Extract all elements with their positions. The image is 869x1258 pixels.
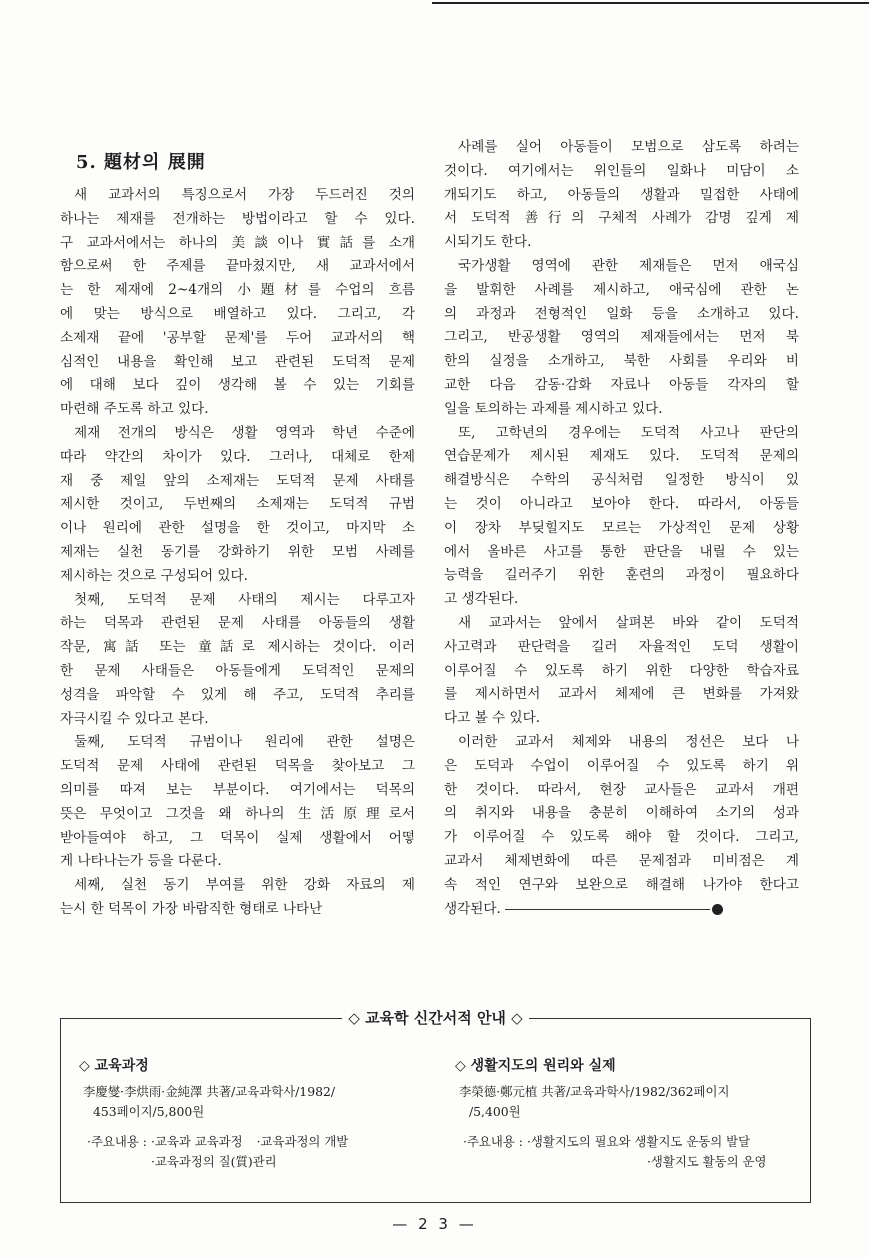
text-line: 하는 덕목과 관련된 문제 사태를 아동들의 생활 (60, 615, 415, 632)
text-line: 는 한 제재에 2~4개의 小題材를 수업의 흐름 (60, 282, 415, 299)
text-line: 둘째, 도덕적 규범이나 원리에 관한 설명은 (74, 734, 415, 751)
text-line: 에서 올바른 사고를 통한 판단을 내릴 수 있는 (444, 543, 799, 560)
contents-label: ·주요내용 : (87, 1134, 147, 1149)
text-line: 제재는 실천 동기를 강화하기 위한 모범 사례를 (60, 543, 415, 560)
text-line: 능력을 길러주기 위한 훈련의 과정이 필요하다 (444, 567, 799, 584)
paragraph (60, 731, 415, 874)
paragraph (60, 184, 415, 422)
box-title (61, 1007, 810, 1028)
text-line: 자극시킬 수 있다고 본다. (60, 710, 209, 727)
text-line: 가 이루어질 수 있도록 해야 할 것이다. 그리고, (444, 829, 799, 846)
text-line: 사고력과 판단력을 길러 자율적인 도덕 생활이 (444, 638, 799, 655)
text-line: 따라 약간의 차이가 있다. 그러나, 대체로 한제 (60, 448, 415, 465)
text-line: 함으로써 한 주제를 끝마쳤지만, 새 교과서에서 (60, 258, 415, 275)
right-column (444, 136, 799, 921)
text-line: 생각된다. (444, 900, 501, 917)
contents-item: ·생활지도의 필요와 생활지도 운동의 발달 (526, 1134, 751, 1149)
text-line: 게 나타나는가 등을 다룬다. (60, 853, 222, 870)
book-publication-info: 李慶燮·李烘雨·金純澤 共著/교육과학사/1982/ (83, 1084, 336, 1099)
book-title: ◇ 교육과정 (79, 1058, 149, 1074)
text-line: 이러한 교과서 체제와 내용의 정선은 보다 나 (458, 733, 799, 750)
text-line: 구 교과서에서는 하나의 美談이나 實話를 소개 (60, 234, 415, 251)
text-line: 소제재 끝에 '공부할 문제'를 두어 교과서의 핵 (60, 329, 415, 346)
text-line: 재 중 제일 앞의 소제재는 도덕적 문제 사태를 (60, 472, 415, 489)
text-line: 에 대해 보다 깊이 생각해 볼 수 있는 기회를 (60, 377, 415, 394)
book-publication-info: 李榮德·鄭元植 共著/교육과학사/1982/362페이지 (459, 1084, 730, 1099)
text-line: 일을 토의하는 과제를 제시하고 있다. (444, 400, 663, 417)
text-line: 고 생각된다. (444, 591, 519, 608)
contents-item: ·교육과정의 질(質)관리 (150, 1154, 277, 1169)
book-entry (79, 1056, 429, 1172)
text-line: 교한 다음 감동·감화 자료나 아동들 각자의 할 (444, 376, 799, 393)
book-entry (455, 1056, 805, 1172)
book-pages-price: 453페이지/5,800원 (93, 1104, 205, 1119)
text-line: 세째, 실천 동기 부여를 위한 강화 자료의 제 (74, 877, 415, 894)
text-line: 연습문제가 제시된 제재도 있다. 도덕적 문제의 (444, 448, 799, 465)
paragraph (60, 422, 415, 589)
text-line: 심적인 내용을 확인해 보고 관련된 도덕적 문제 (60, 353, 415, 370)
end-rule (505, 909, 710, 910)
book-pages-price: /5,400원 (469, 1104, 521, 1119)
end-mark-icon (712, 904, 723, 915)
paragraph (60, 874, 415, 922)
text-line: 새 교과서는 앞에서 살펴본 바와 같이 도덕적 (458, 614, 799, 631)
paragraph (444, 255, 799, 422)
text-line: 제시하는 것으로 구성되어 있다. (60, 567, 248, 584)
text-line: 해결방식은 수학의 공식처럼 일정한 방식이 있 (444, 472, 799, 489)
text-line: 를 제시하면서 교과서 체제에 큰 변화를 가져왔 (444, 686, 799, 703)
text-line: 서 도덕적 善行의 구체적 사례가 감명 깊게 제 (444, 210, 799, 227)
text-line: 한의 실정을 소개하고, 북한 사회를 우리와 비 (444, 353, 799, 370)
new-books-box (60, 1009, 811, 1203)
section-heading: 5. 題材의 展開 (76, 152, 206, 173)
text-line: 그리고, 반공생활 영역의 제재들에서는 먼저 북 (444, 329, 799, 346)
text-line: 한 것이다. 따라서, 현장 교사들은 교과서 개편 (444, 781, 799, 798)
box-title-text: ◇ 교육학 신간서적 안내 ◇ (342, 1009, 528, 1027)
contents-item: ·교육과정의 개발 (256, 1134, 349, 1149)
text-line: 는시 한 덕목이 가장 바람직한 형태로 나타난 (60, 900, 323, 917)
text-line: 제재 전개의 방식은 생활 영역과 학년 수준에 (74, 424, 415, 441)
text-line: 은 도덕과 수업이 이루어질 수 있도록 하기 위 (444, 757, 799, 774)
text-line: 개되기도 하고, 아동들의 생활과 밀접한 사태에 (444, 186, 799, 203)
text-line: 받아들여야 하고, 그 덕목이 실제 생활에서 어떻 (60, 829, 415, 846)
text-line: 첫째, 도덕적 문제 사태의 제시는 다루고자 (74, 591, 415, 608)
text-line: 뜻은 무엇이고 그것을 왜 하나의 生活原理로서 (60, 805, 415, 822)
paragraph (444, 136, 799, 255)
text-line: 작문, 寓話 또는 童話로 제시하는 것이다. 이러 (60, 639, 415, 656)
text-line: 사례를 실어 아동들이 모범으로 삼도록 하려는 (458, 139, 799, 155)
text-line: 다고 볼 수 있다. (444, 710, 541, 727)
contents-item: ·생활지도 활동의 운영 (646, 1154, 767, 1169)
text-line: 시되기도 한다. (444, 234, 532, 251)
text-line: 또, 고학년의 경우에는 도덕적 사고나 판단의 (458, 424, 799, 441)
book-contents (87, 1132, 429, 1172)
text-line: 이 장차 부딪힐지도 모르는 가상적인 문제 상황 (444, 519, 799, 536)
text-line: 제시한 것이고, 두번째의 소제재는 도덕적 규범 (60, 496, 415, 513)
text-line: 에 맞는 방식으로 배열하고 있다. 그리고, 각 (60, 305, 415, 322)
text-line: 하나는 제재를 전개하는 방법이라고 할 수 있다. (60, 210, 415, 227)
text-line: 이나 원리에 관한 설명을 한 것이고, 마지막 소 (60, 520, 415, 537)
book-contents (463, 1132, 805, 1172)
paragraph (444, 731, 799, 921)
paragraph (444, 422, 799, 612)
text-line: 이루어질 수 있도록 하기 위한 다양한 학습자료 (444, 662, 799, 679)
left-column (60, 148, 415, 922)
paragraph (444, 612, 799, 731)
text-line: 의미를 따져 보는 부분이다. 여기에서는 덕목의 (60, 781, 415, 798)
book-title: ◇ 생활지도의 원리와 실제 (455, 1058, 616, 1074)
text-line: 새 교과서의 특징으로서 가장 두드러진 것의 (74, 187, 415, 203)
text-line: 것이다. 여기에서는 위인들의 일화나 미담이 소 (444, 162, 799, 179)
paragraph (60, 589, 415, 732)
contents-item: ·교육과 교육과정 (150, 1134, 243, 1149)
text-line: 도덕적 문제 사태에 관련된 덕목을 찾아보고 그 (60, 758, 415, 775)
text-line: 속 적인 연구와 보완으로 해결해 나가야 한다고 (444, 876, 799, 893)
text-line: 을 발휘한 사례를 제시하고, 애국심에 관한 논 (444, 281, 799, 298)
text-line: 의 과정과 전형적인 일화 등을 소개하고 있다. (444, 305, 799, 322)
text-line: 성격을 파악할 수 있게 해 주고, 도덕적 추리를 (60, 686, 415, 703)
text-line: 교과서 체제변화에 따른 문제점과 미비점은 계 (444, 852, 799, 869)
text-line: 마련해 주도록 하고 있다. (60, 401, 209, 418)
page-number: — 2 3 — (392, 1215, 477, 1233)
text-line: 국가생활 영역에 관한 제재들은 먼저 애국심 (458, 257, 799, 274)
text-line: 의 취지와 내용을 충분히 이해하여 소기의 성과 (444, 805, 799, 822)
text-line: 한 문제 사태들은 아동들에게 도덕적인 문제의 (60, 662, 415, 679)
text-line: 는 것이 아니라고 보아야 한다. 따라서, 아동들 (444, 495, 799, 512)
contents-label: ·주요내용 : (463, 1134, 523, 1149)
